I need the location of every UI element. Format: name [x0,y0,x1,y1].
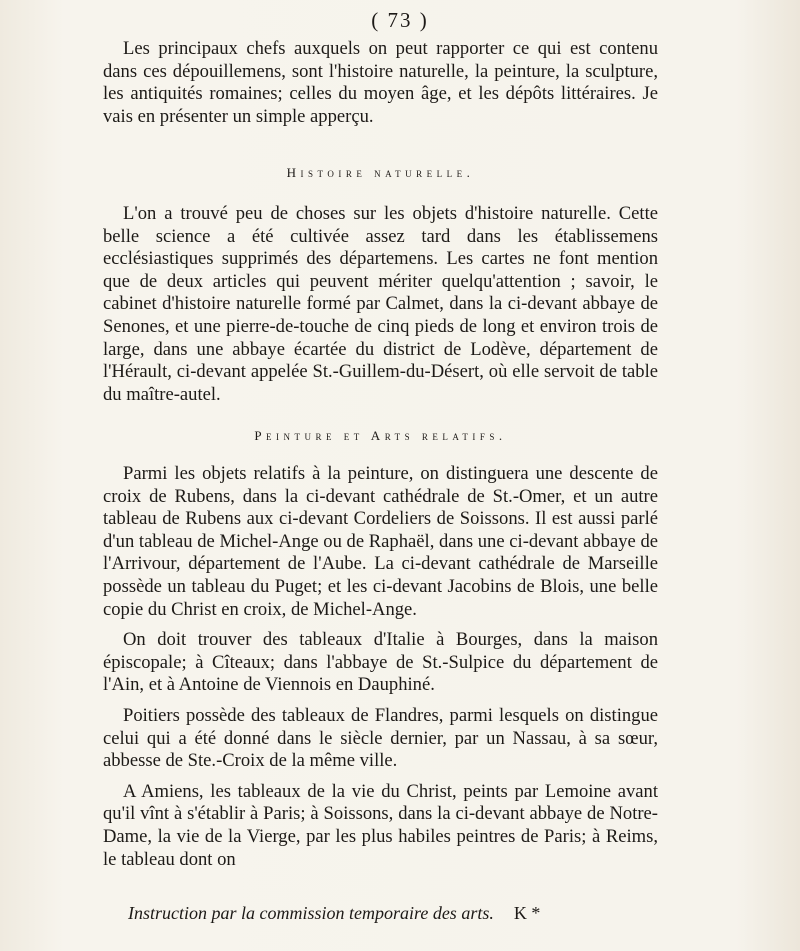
page-number: ( 73 ) [371,8,429,32]
section-heading-natural-history: Histoire naturelle. [286,165,475,180]
paragraph: L'on a trouvé peu de choses sur les objets d'histoire naturelle. Cette belle science a été cultivée assez tard dans les établissemens ecclésiastiques supprimés des départemens. Les cartes ne font mention que de deux articles qui peuvent mériter quelqu'attention ; savoir, le cabinet d'histoire naturelle formé par Calmet, dans la ci-devant abbaye de Senones, et une pierre-de-touche de cinq pieds de long et environ trois de large, dans une abbaye écartée du district de Lodève, département de l'Hérault, ci-devant appelée St.-Guillem-du-Désert, où elle servoit de table du maître-autel. [103,203,658,405]
intro-paragraph [103,38,658,128]
paragraph: A Amiens, les tableaux de la vie du Christ, peints par Lemoine avant qu'il vînt à s'établir à Paris; à Soissons, dans la ci-devant abbaye de Notre-Dame, la vie de la Vierge, par les plus habiles peintres de Paris; à Reims, le tableau dont on [103,780,658,870]
intro-text: Les principaux chefs auxquels on peut rapporter ce qui est contenu dans ces dépouillemens, sont l'histoire naturelle, la peinture, la sculpture, les antiquités romaines; celles du moyen âge, et les dépôts littéraires. Je vais en présenter un simple apperçu. [103,38,658,127]
section-heading-painting: Peinture et Arts relatifs. [254,428,507,443]
paragraph: Parmi les objets relatifs à la peinture, on distinguera une descente de croix de Rubens, dans la ci-devant cathédrale de St.-Omer, et un autre tableau de Rubens aux ci-devant Cordeliers de Soissons. Il est aussi parlé d'un tableau de Michel-Ange ou de Raphaël, dans une ci-devant abbaye de l'Arrivour, département de l'Aube. La ci-devant cathédrale de Marseille possède un tableau du Puget; et les ci-devant Jacobins de Blois, une belle copie du Christ en croix, de Michel-Ange. [103,463,658,620]
printer-signature-line [128,903,658,924]
signature-mark: K * [513,903,541,923]
footer-text: Instruction par la commission temporaire des arts. [128,903,494,923]
paragraph: On doit trouver des tableaux d'Italie à Bourges, dans la maison épiscopale; à Cîteaux; dans l'abbaye de St.-Sulpice du département de l'Ain, et à Antoine de Viennois en Dauphiné. [103,629,658,696]
section-painting [103,463,658,871]
paragraph: Poitiers possède des tableaux de Flandres, parmi lesquels on distingue celui qui a été donné dans le siècle dernier, par un Nassau, à sa sœur, abbesse de Ste.-Croix de la même ville. [103,704,658,772]
section-natural-history [103,203,658,406]
